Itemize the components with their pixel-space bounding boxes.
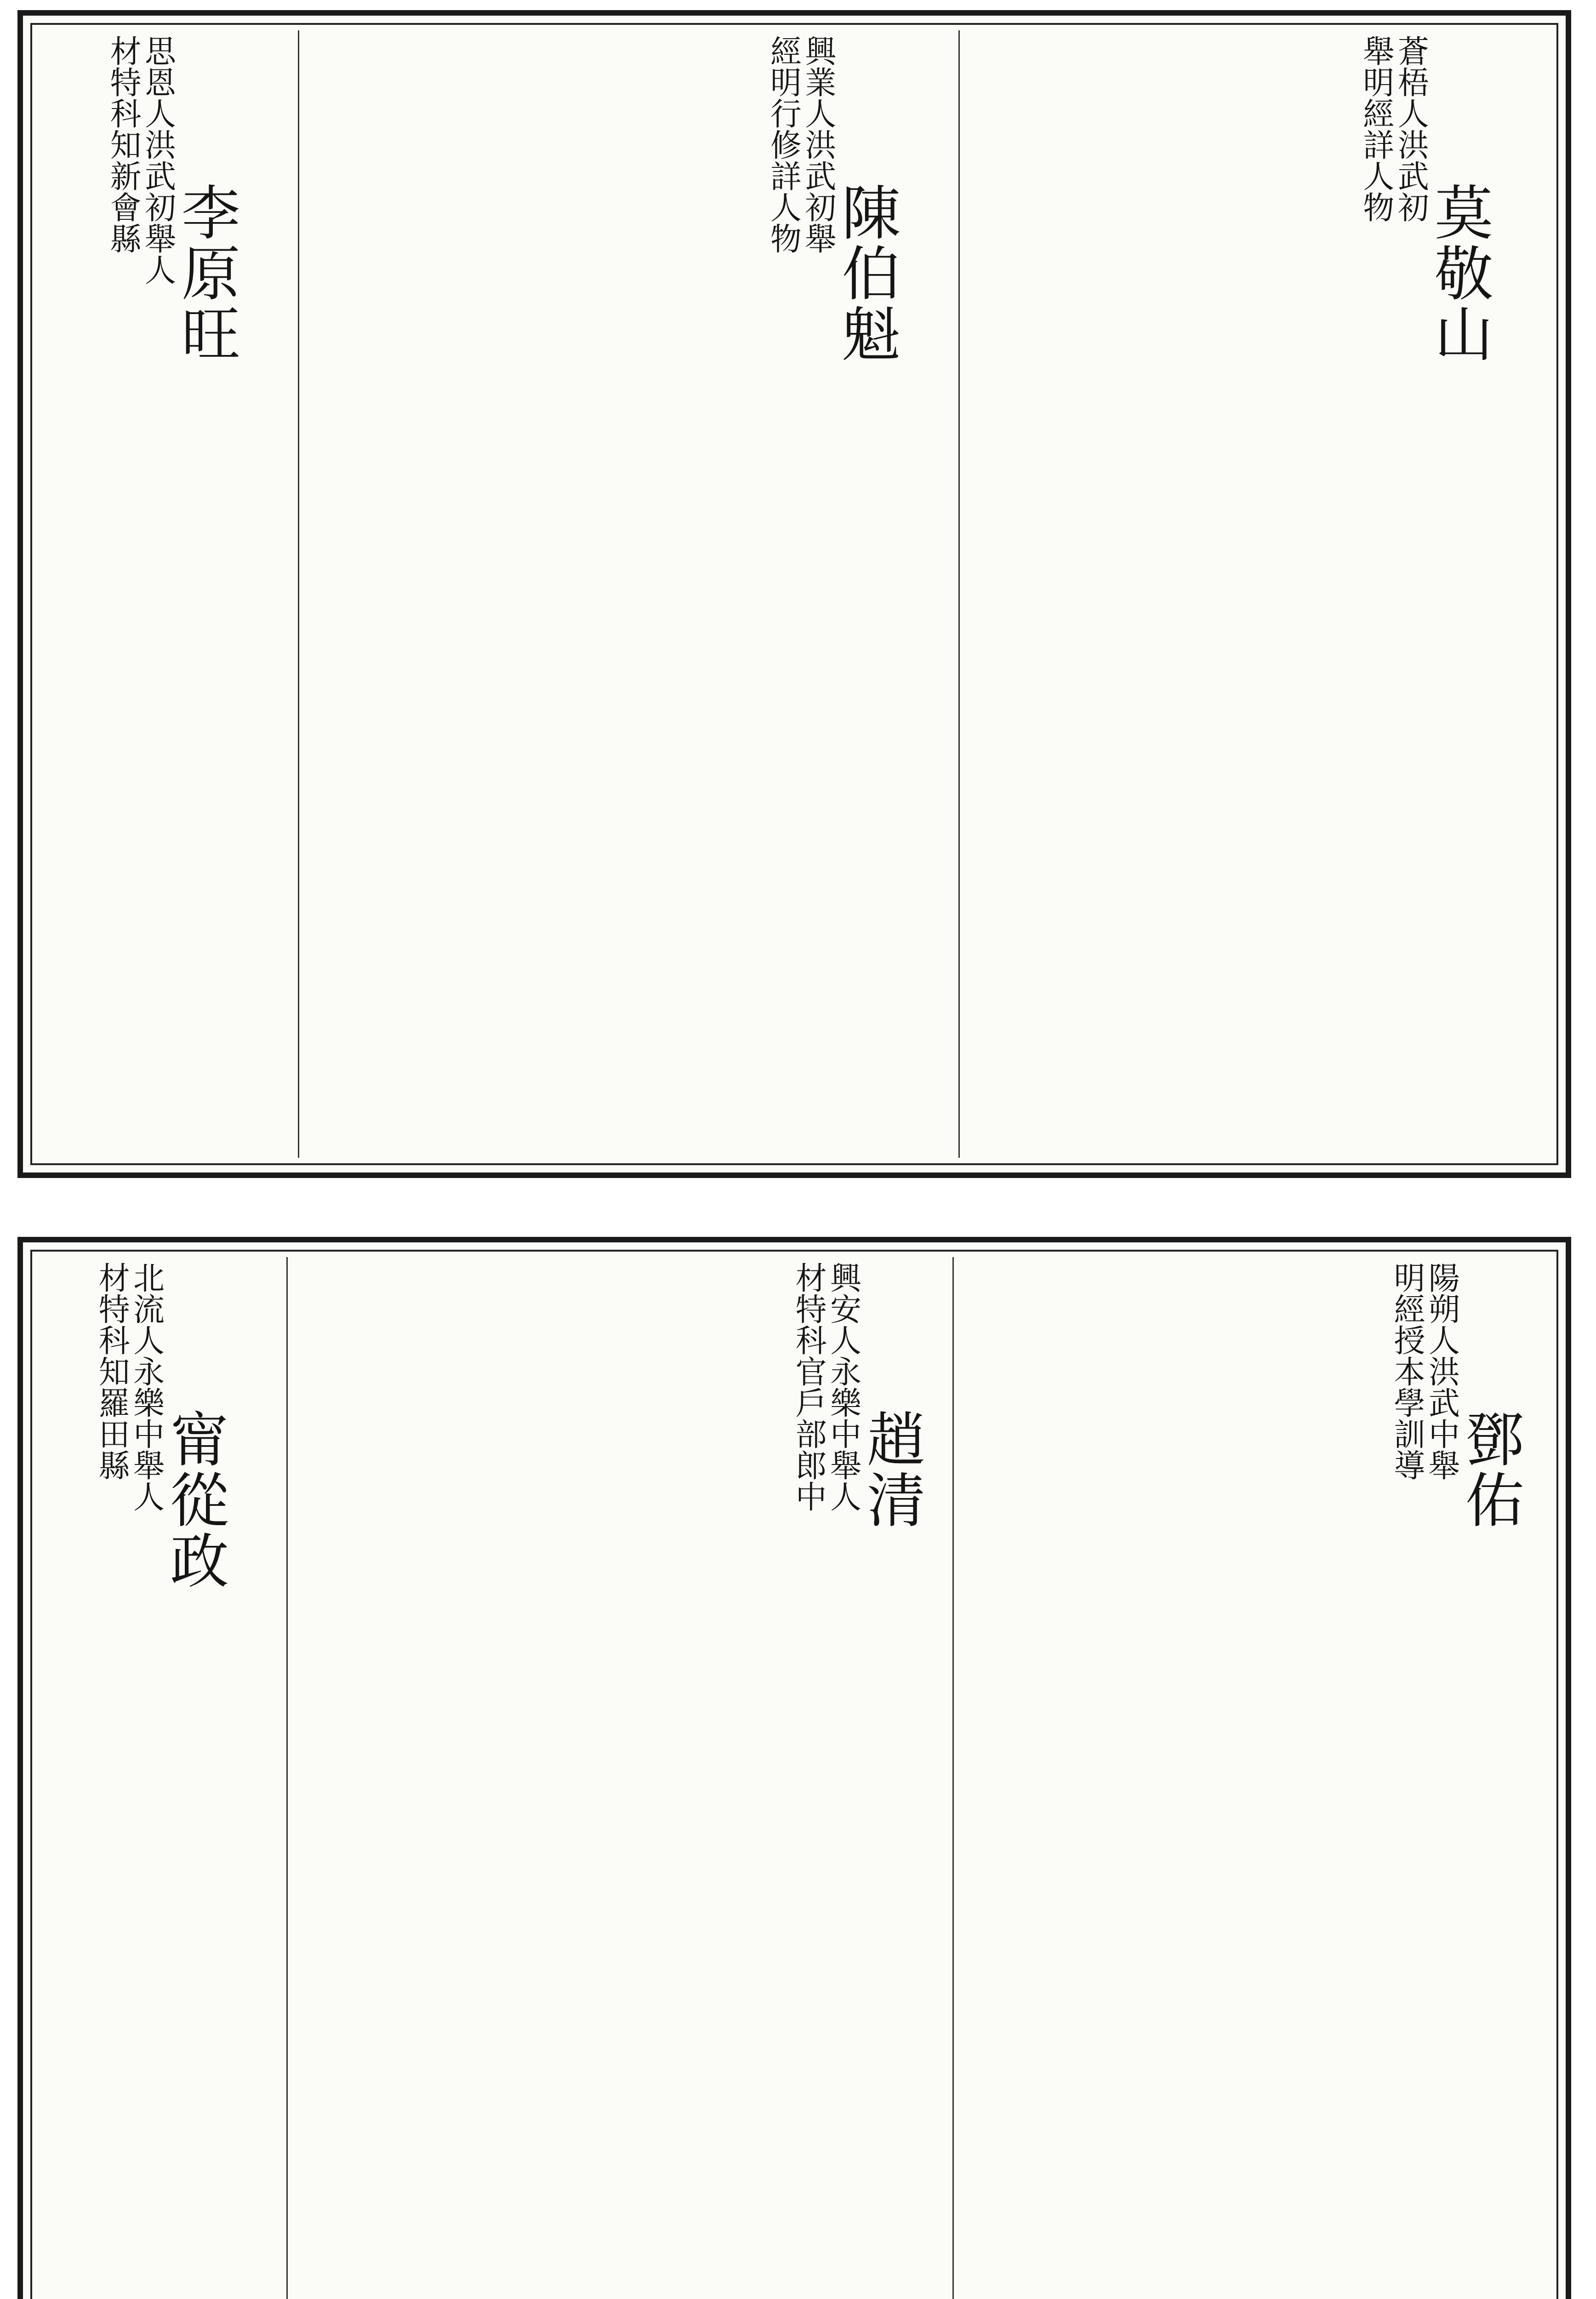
note-line: 興安人永樂中舉人 [825, 1262, 861, 1512]
entry [0, 1257, 286, 2299]
note-line: 北流人永樂中舉人 [128, 1262, 165, 1512]
note-line: 蒼梧人洪武初 [1392, 35, 1429, 223]
note-line: 興業人洪武初舉 [799, 35, 836, 254]
note-line: 思恩人洪武初舉人 [139, 35, 176, 285]
note-line: 材特科知羅田縣 [93, 1262, 130, 1481]
page-top [17, 10, 1571, 1178]
columns-bottom [38, 1257, 1551, 2299]
person-name: 陳伯魁 [832, 182, 901, 364]
entry [952, 1257, 1551, 2299]
note-line: 明經授本學訓導 [1388, 1262, 1425, 1481]
columns-top [38, 30, 1551, 1158]
note-line: 材特科官戶部郎中 [790, 1262, 827, 1512]
person-name: 趙清 [856, 1409, 925, 1530]
entry [958, 30, 1551, 1158]
person-name: 李原旺 [171, 182, 240, 364]
entry [286, 1257, 952, 2299]
entry [0, 30, 298, 1158]
note-line: 材特科知新會縣 [105, 35, 142, 254]
page-bottom [17, 1237, 1571, 2299]
person-name: 莫敬山 [1424, 182, 1493, 364]
note-line: 經明行修詳人物 [765, 35, 802, 254]
entry [298, 30, 958, 1158]
note-line: 舉明經詳人物 [1357, 35, 1394, 223]
person-name: 鄧佑 [1455, 1409, 1524, 1530]
person-name: 甯從政 [160, 1409, 228, 1591]
note-line: 陽朔人洪武中舉 [1423, 1262, 1460, 1481]
